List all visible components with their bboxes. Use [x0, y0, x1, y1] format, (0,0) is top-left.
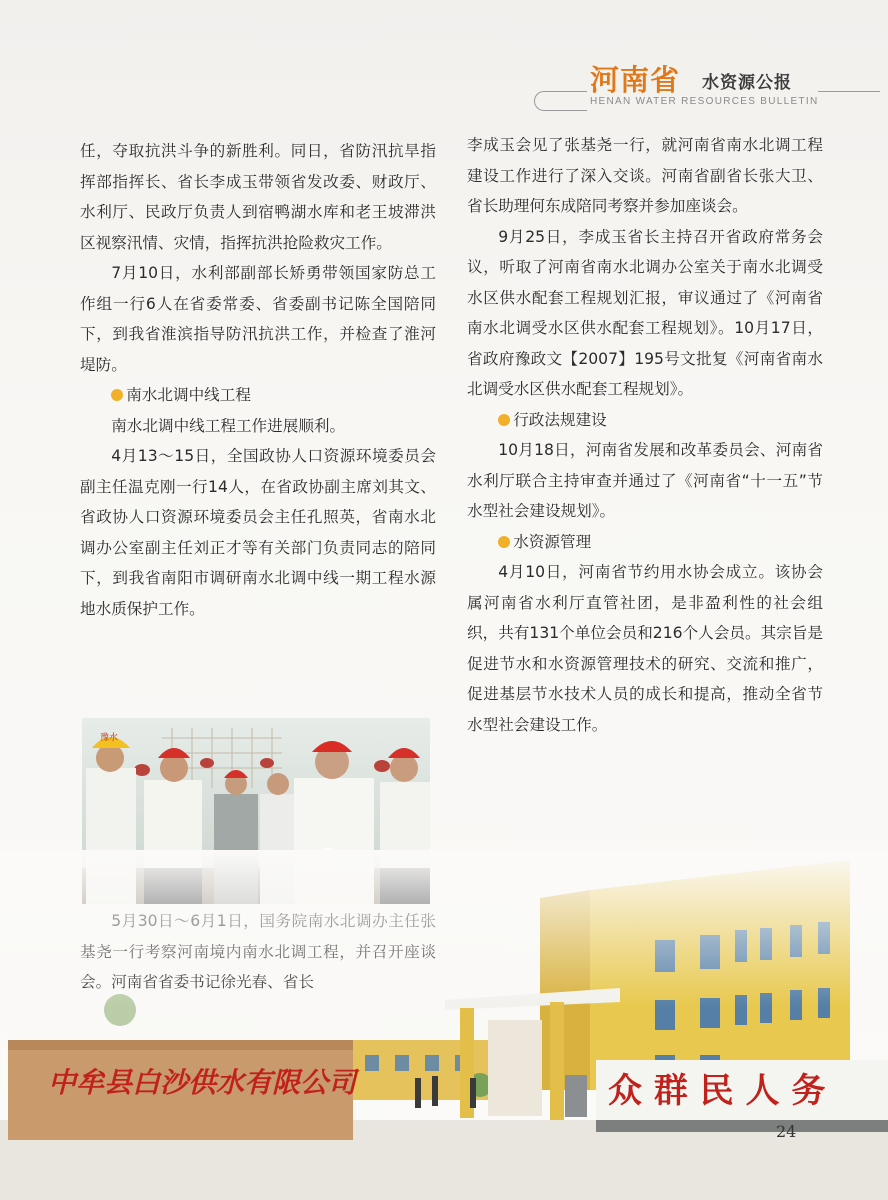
paragraph: 7月10日，水利部副部长矫勇带领国家防总工作组一行6人在省委常委、省委副书记陈全国陪同下，到我省淮滨指导防汛抗洪工作，并检查了淮河堤防。: [80, 264, 436, 374]
section-heading-text: 南水北调中线工程: [126, 386, 251, 404]
bullet-icon: [111, 389, 123, 401]
paragraph: 任，夺取抗洪斗争的新胜利。同日，省防汛抗旱指挥部指挥长、省长李成玉带领省发改委、财政厅、水利厅、民政厅负责人到宿鸭湖水库和老王坡滞洪区视察汛情、灾情，指挥抗洪抢险救灾工作。: [80, 142, 436, 252]
masthead-rule-right: [818, 91, 880, 92]
paragraph: 9月25日，李成玉省长主持召开省政府常务会议，听取了河南省南水北调办公室关于南水北调受水区供水配套工程规划汇报，审议通过了《河南省南水北调受水区供水配套工程规划》。10月17日，省政府豫政文【2007】195号文批复《河南省南水北调受水区供水配套工程规划》。: [467, 227, 823, 398]
paragraph: 10月18日，河南省发展和改革委员会、河南省水利厅联合主持审查并通过了《河南省“十一五”节水型社会建设规划》。: [467, 441, 823, 520]
section-heading: [467, 405, 823, 436]
bullet-icon: [498, 414, 510, 426]
masthead-english-title: HENAN WATER RESOURCES BULLETIN: [590, 96, 819, 107]
bullet-icon: [498, 536, 510, 548]
page-number: 24: [776, 1122, 797, 1141]
water-supply-company-photo: [0, 850, 888, 1200]
right-text-column: [467, 130, 823, 740]
left-text-column: [80, 136, 436, 624]
masthead-title: 河南省: [590, 63, 681, 97]
helmet-text: 豫水: [100, 733, 119, 743]
section-heading-text: 行政法规建设: [513, 410, 607, 429]
building-graphic: [0, 850, 888, 1200]
paragraph: 李成玉会见了张基尧一行，就河南省南水北调工程建设工作进行了深入交谈。河南省副省长张大卫、省长助理何东成陪同考察并参加座谈会。: [467, 136, 823, 215]
paragraph: 4月10日，河南省节约用水协会成立。该协会属河南省水利厅直管社团，是非盈利性的社会组织，共有131个单位会员和216个人会员。其宗旨是促进节水和水资源管理技术的研究、交流和推广，促进基层节水技术人员的成长和提高，推动全省节水型社会建设工作。: [467, 563, 823, 734]
masthead-rule-left: [534, 91, 587, 111]
paragraph: 南水北调中线工程工作进展顺利。: [111, 416, 346, 435]
section-heading: [80, 380, 436, 411]
section-heading-text: 水资源管理: [513, 532, 592, 551]
section-heading: [467, 527, 823, 558]
paragraph: 4月13～15日，全国政协人口资源环境委员会副主任温克刚一行14人，在省政协副主席刘其文、省政协人口资源环境委员会主任孔照英，省南水北调办公室副主任刘正才等有关部门负责同志的陪同下，到我省南阳市调研南水北调中线一期工程水源地水质保护工作。: [80, 447, 436, 618]
masthead: [530, 58, 880, 118]
masthead-subtitle: 水资源公报: [702, 73, 792, 93]
